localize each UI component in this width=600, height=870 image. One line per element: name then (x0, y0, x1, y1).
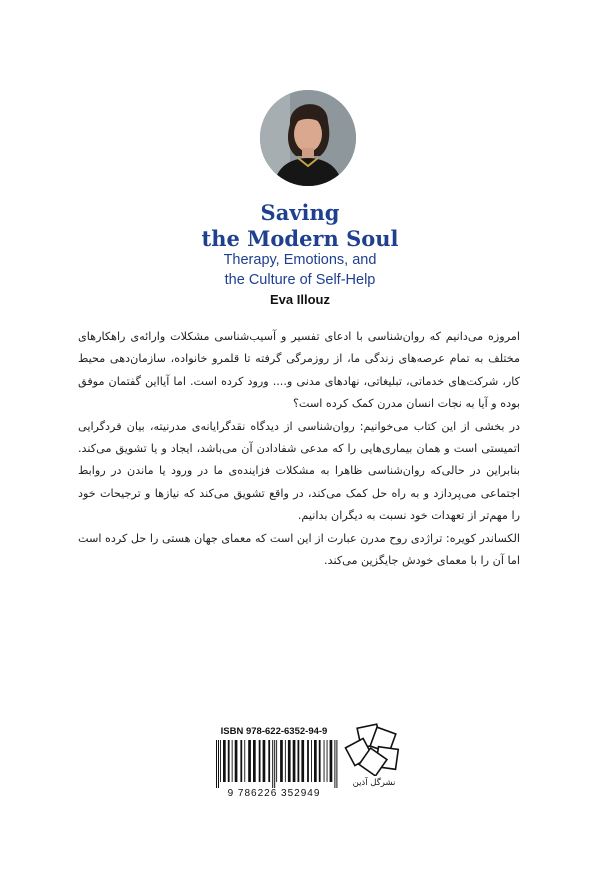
author-photo (260, 90, 356, 186)
barcode-bar (232, 740, 233, 782)
barcode-bar (288, 740, 291, 782)
barcode-bar (293, 740, 296, 782)
barcode-bar (235, 740, 238, 782)
book-subtitle-line1: Therapy, Emotions, and (223, 252, 377, 268)
barcode-bar (220, 740, 221, 782)
barcode-bar (280, 740, 283, 782)
barcode-bar (314, 740, 317, 782)
barcode-bar (228, 740, 230, 782)
barcode-bar (244, 740, 245, 782)
barcode-bar (272, 740, 273, 788)
stacked-papers-logo-icon (343, 722, 405, 776)
isbn-barcode (208, 726, 340, 802)
isbn-label: ISBN 978-622-6352-94-9 (220, 726, 328, 737)
barcode-bar (259, 740, 261, 782)
barcode-bar (274, 740, 275, 788)
barcode-bar (216, 740, 217, 788)
barcode-bar (307, 740, 309, 782)
blurb-paragraph: امروزه می‌دانیم که روان‌شناسی با ادعای تفسیر و آسیب‌شناسی مشکلات وارائه‌ی راهکارهای مختلف به تمام عرصه‌های زندگی ما، از روزمرگی گرفته تا قلمرو خانواده، سازمان‌دهی محیط کار، شرکت‌های خدماتی، تبلیغاتی، نهادهای مدنی و.... ورود کرده است. اما آیااین گفتمان موفق بوده و آیا به نجات انسان مدرن کمک کرده است؟ (78, 330, 520, 411)
barcode-bar (253, 740, 256, 782)
author-portrait-image (260, 90, 356, 186)
book-title-line1: Saving (260, 200, 340, 225)
barcode-bar (330, 740, 333, 782)
barcode-bar (276, 740, 277, 782)
book-subtitle-line2: the Culture of Self-Help (224, 272, 376, 288)
barcode-bar (218, 740, 219, 788)
author-name: Eva Illouz (270, 292, 330, 307)
barcode-bars (214, 740, 340, 788)
barcode-bar (223, 740, 226, 782)
barcode-bar (240, 740, 242, 782)
barcode-bar (248, 740, 251, 782)
barcode-bar (263, 740, 266, 782)
blurb-paragraph: الکساندر کویره: تراژدی روح مدرن عبارت از این است که معمای جهان هستی را حل کرده است اما آن را با معمای خودش جایگزین می‌کند. (78, 531, 520, 568)
publisher-name: نشرگل آذین (352, 778, 396, 788)
barcode-bar (268, 740, 270, 782)
barcode-bar (336, 740, 337, 788)
blurb-paragraph: در بخشی از این کتاب می‌خوانیم: روان‌شناسی از دیدگاه نقدگرایانه‌ی مدرنیته، بیان فردگرایی اتمیستی است و همان بیماری‌هایی را که مدعی شفادادن آن می‌باشد، ایجاد و یا تشویق می‌کند. بنابراین در حالی‌که روان‌شناسی ظاهرا به مشکلات فزاینده‌ی ما در ورود یا ماندن در روابط اجتماعی می‌پردازد و به راه حل کمک می‌کند، در واقع تشویق می‌کند که نیازها و ترجیحات خود را مهم‌تر از تعهدات خود نسبت به دیگران بدانیم. (78, 419, 520, 523)
barcode-bar (319, 740, 321, 782)
barcode-bar (334, 740, 335, 788)
barcode-bar (327, 740, 328, 782)
blurb-text (78, 326, 520, 572)
barcode-bar (298, 740, 300, 782)
barcode-bar (285, 740, 286, 782)
barcode-bar (311, 740, 312, 782)
barcode-digits: 9 786226 352949 (227, 788, 321, 799)
barcode-bar (324, 740, 325, 782)
book-title-line2: the Modern Soul (201, 226, 399, 251)
barcode-bar (301, 740, 304, 782)
